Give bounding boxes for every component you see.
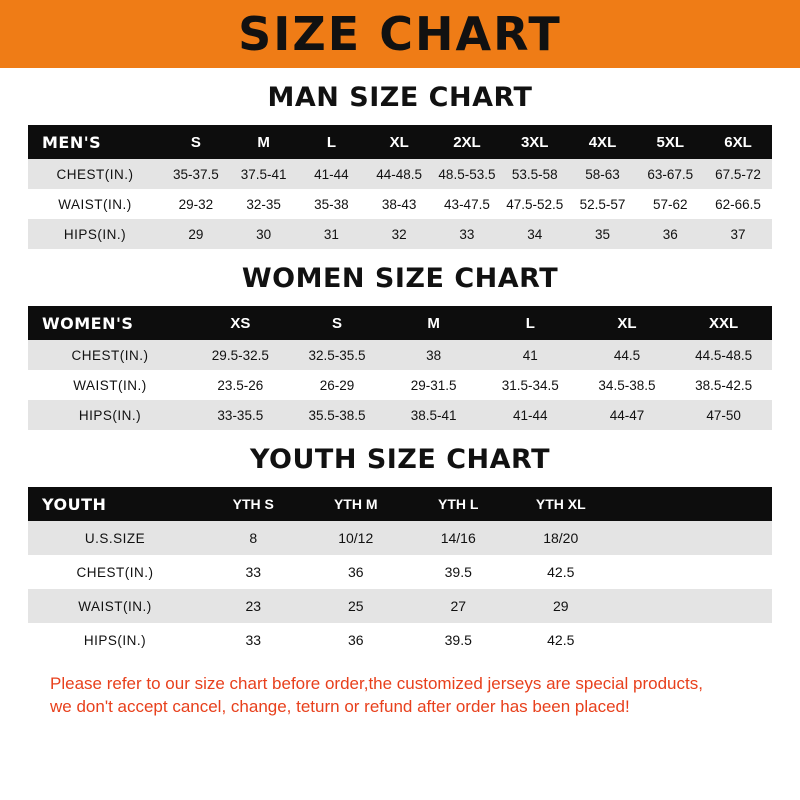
table-cell: 41-44 <box>298 159 366 189</box>
table-cell: 23 <box>202 589 305 623</box>
table-cell: 29 <box>510 589 613 623</box>
table-cell: 37 <box>704 219 772 249</box>
table-cell: 38.5-41 <box>385 400 482 430</box>
table-cell: 29-32 <box>162 189 230 219</box>
order-policy-note <box>28 673 772 719</box>
men-col-5xl: 5XL <box>636 125 704 159</box>
table-cell: 29-31.5 <box>385 370 482 400</box>
table-cell: 32.5-35.5 <box>289 340 386 370</box>
table-cell: 36 <box>636 219 704 249</box>
section-youth <box>28 444 772 657</box>
table-cell: 34.5-38.5 <box>579 370 676 400</box>
table-row <box>28 340 772 370</box>
table-cell: 29 <box>162 219 230 249</box>
table-cell: 42.5 <box>510 555 613 589</box>
table-cell: 23.5-26 <box>192 370 289 400</box>
table-cell <box>612 589 772 623</box>
chart-content <box>0 82 800 719</box>
table-cell <box>612 521 772 555</box>
table-cell: 31 <box>298 219 366 249</box>
men-table-body <box>28 159 772 249</box>
women-table-body <box>28 340 772 430</box>
men-row-label-chest: CHEST(IN.) <box>28 159 162 189</box>
table-row <box>28 555 772 589</box>
table-cell: 27 <box>407 589 510 623</box>
section-title-men: MAN SIZE CHART <box>267 82 533 113</box>
table-cell: 57-62 <box>636 189 704 219</box>
table-cell: 10/12 <box>305 521 408 555</box>
table-row <box>28 370 772 400</box>
table-cell: 47-50 <box>675 400 772 430</box>
women-table-header <box>28 306 772 340</box>
men-table-header <box>28 125 772 159</box>
table-cell: 38-43 <box>365 189 433 219</box>
women-col-xs: XS <box>192 306 289 340</box>
men-row-label-hips: HIPS(IN.) <box>28 219 162 249</box>
table-cell: 8 <box>202 521 305 555</box>
women-corner-label: WOMEN'S <box>28 306 192 340</box>
women-col-l: L <box>482 306 579 340</box>
table-header-row <box>28 487 772 521</box>
table-cell: 14/16 <box>407 521 510 555</box>
youth-col-xl: YTH XL <box>510 487 613 521</box>
youth-row-label-chest: CHEST(IN.) <box>28 555 202 589</box>
women-col-m: M <box>385 306 482 340</box>
table-cell: 33 <box>433 219 501 249</box>
order-policy-note-line1: Please refer to our size chart before order,the customized jerseys are special products, <box>50 674 703 693</box>
table-cell: 37.5-41 <box>230 159 298 189</box>
men-col-m: M <box>230 125 298 159</box>
table-cell: 35.5-38.5 <box>289 400 386 430</box>
men-col-4xl: 4XL <box>569 125 637 159</box>
women-row-label-chest: CHEST(IN.) <box>28 340 192 370</box>
table-cell: 30 <box>230 219 298 249</box>
table-row <box>28 400 772 430</box>
youth-table-header <box>28 487 772 521</box>
table-cell: 43-47.5 <box>433 189 501 219</box>
table-cell: 47.5-52.5 <box>501 189 569 219</box>
table-cell: 41-44 <box>482 400 579 430</box>
youth-col-spacer <box>612 487 772 521</box>
table-cell: 42.5 <box>510 623 613 657</box>
table-header-row <box>28 125 772 159</box>
section-title-women: WOMEN SIZE CHART <box>241 263 559 294</box>
table-cell: 32-35 <box>230 189 298 219</box>
table-cell: 35-38 <box>298 189 366 219</box>
table-cell: 33-35.5 <box>192 400 289 430</box>
table-row <box>28 589 772 623</box>
table-cell: 44-48.5 <box>365 159 433 189</box>
youth-col-l: YTH L <box>407 487 510 521</box>
section-men <box>28 82 772 249</box>
youth-row-label-hips: HIPS(IN.) <box>28 623 202 657</box>
table-row <box>28 623 772 657</box>
women-col-xxl: XXL <box>675 306 772 340</box>
table-cell: 32 <box>365 219 433 249</box>
table-cell <box>612 623 772 657</box>
table-cell: 44.5-48.5 <box>675 340 772 370</box>
youth-col-m: YTH M <box>305 487 408 521</box>
youth-row-label-us-size: U.S.SIZE <box>28 521 202 555</box>
men-col-l: L <box>298 125 366 159</box>
table-cell: 63-67.5 <box>636 159 704 189</box>
men-col-3xl: 3XL <box>501 125 569 159</box>
table-cell: 67.5-72 <box>704 159 772 189</box>
order-policy-note-line2: we don't accept cancel, change, teturn or refund after order has been placed! <box>50 696 630 716</box>
men-size-table <box>28 125 772 249</box>
table-cell <box>612 555 772 589</box>
table-cell: 62-66.5 <box>704 189 772 219</box>
table-cell: 44.5 <box>579 340 676 370</box>
table-cell: 25 <box>305 589 408 623</box>
women-row-label-hips: HIPS(IN.) <box>28 400 192 430</box>
men-col-6xl: 6XL <box>704 125 772 159</box>
table-cell: 31.5-34.5 <box>482 370 579 400</box>
table-cell: 44-47 <box>579 400 676 430</box>
table-row <box>28 159 772 189</box>
table-cell: 26-29 <box>289 370 386 400</box>
women-col-xl: XL <box>579 306 676 340</box>
table-cell: 41 <box>482 340 579 370</box>
men-col-s: S <box>162 125 230 159</box>
table-cell: 36 <box>305 623 408 657</box>
men-row-label-waist: WAIST(IN.) <box>28 189 162 219</box>
table-cell: 39.5 <box>407 555 510 589</box>
table-cell: 33 <box>202 555 305 589</box>
table-row <box>28 219 772 249</box>
section-title-youth: YOUTH SIZE CHART <box>249 444 551 475</box>
youth-corner-label: YOUTH <box>28 487 202 521</box>
table-row <box>28 189 772 219</box>
table-header-row <box>28 306 772 340</box>
youth-row-label-waist: WAIST(IN.) <box>28 589 202 623</box>
table-cell: 48.5-53.5 <box>433 159 501 189</box>
men-col-xl: XL <box>365 125 433 159</box>
table-cell: 35 <box>569 219 637 249</box>
table-cell: 29.5-32.5 <box>192 340 289 370</box>
youth-table-body <box>28 521 772 657</box>
table-row <box>28 521 772 555</box>
women-size-table <box>28 306 772 430</box>
page-banner <box>0 0 800 68</box>
section-women <box>28 263 772 430</box>
table-cell: 34 <box>501 219 569 249</box>
table-cell: 38.5-42.5 <box>675 370 772 400</box>
table-cell: 36 <box>305 555 408 589</box>
table-cell: 33 <box>202 623 305 657</box>
table-cell: 18/20 <box>510 521 613 555</box>
table-cell: 35-37.5 <box>162 159 230 189</box>
men-corner-label: MEN'S <box>28 125 162 159</box>
table-cell: 38 <box>385 340 482 370</box>
men-col-2xl: 2XL <box>433 125 501 159</box>
women-row-label-waist: WAIST(IN.) <box>28 370 192 400</box>
table-cell: 52.5-57 <box>569 189 637 219</box>
women-col-s: S <box>289 306 386 340</box>
table-cell: 58-63 <box>569 159 637 189</box>
table-cell: 53.5-58 <box>501 159 569 189</box>
youth-size-table <box>28 487 772 657</box>
page-title: SIZE CHART <box>238 7 562 61</box>
table-cell: 39.5 <box>407 623 510 657</box>
youth-col-s: YTH S <box>202 487 305 521</box>
